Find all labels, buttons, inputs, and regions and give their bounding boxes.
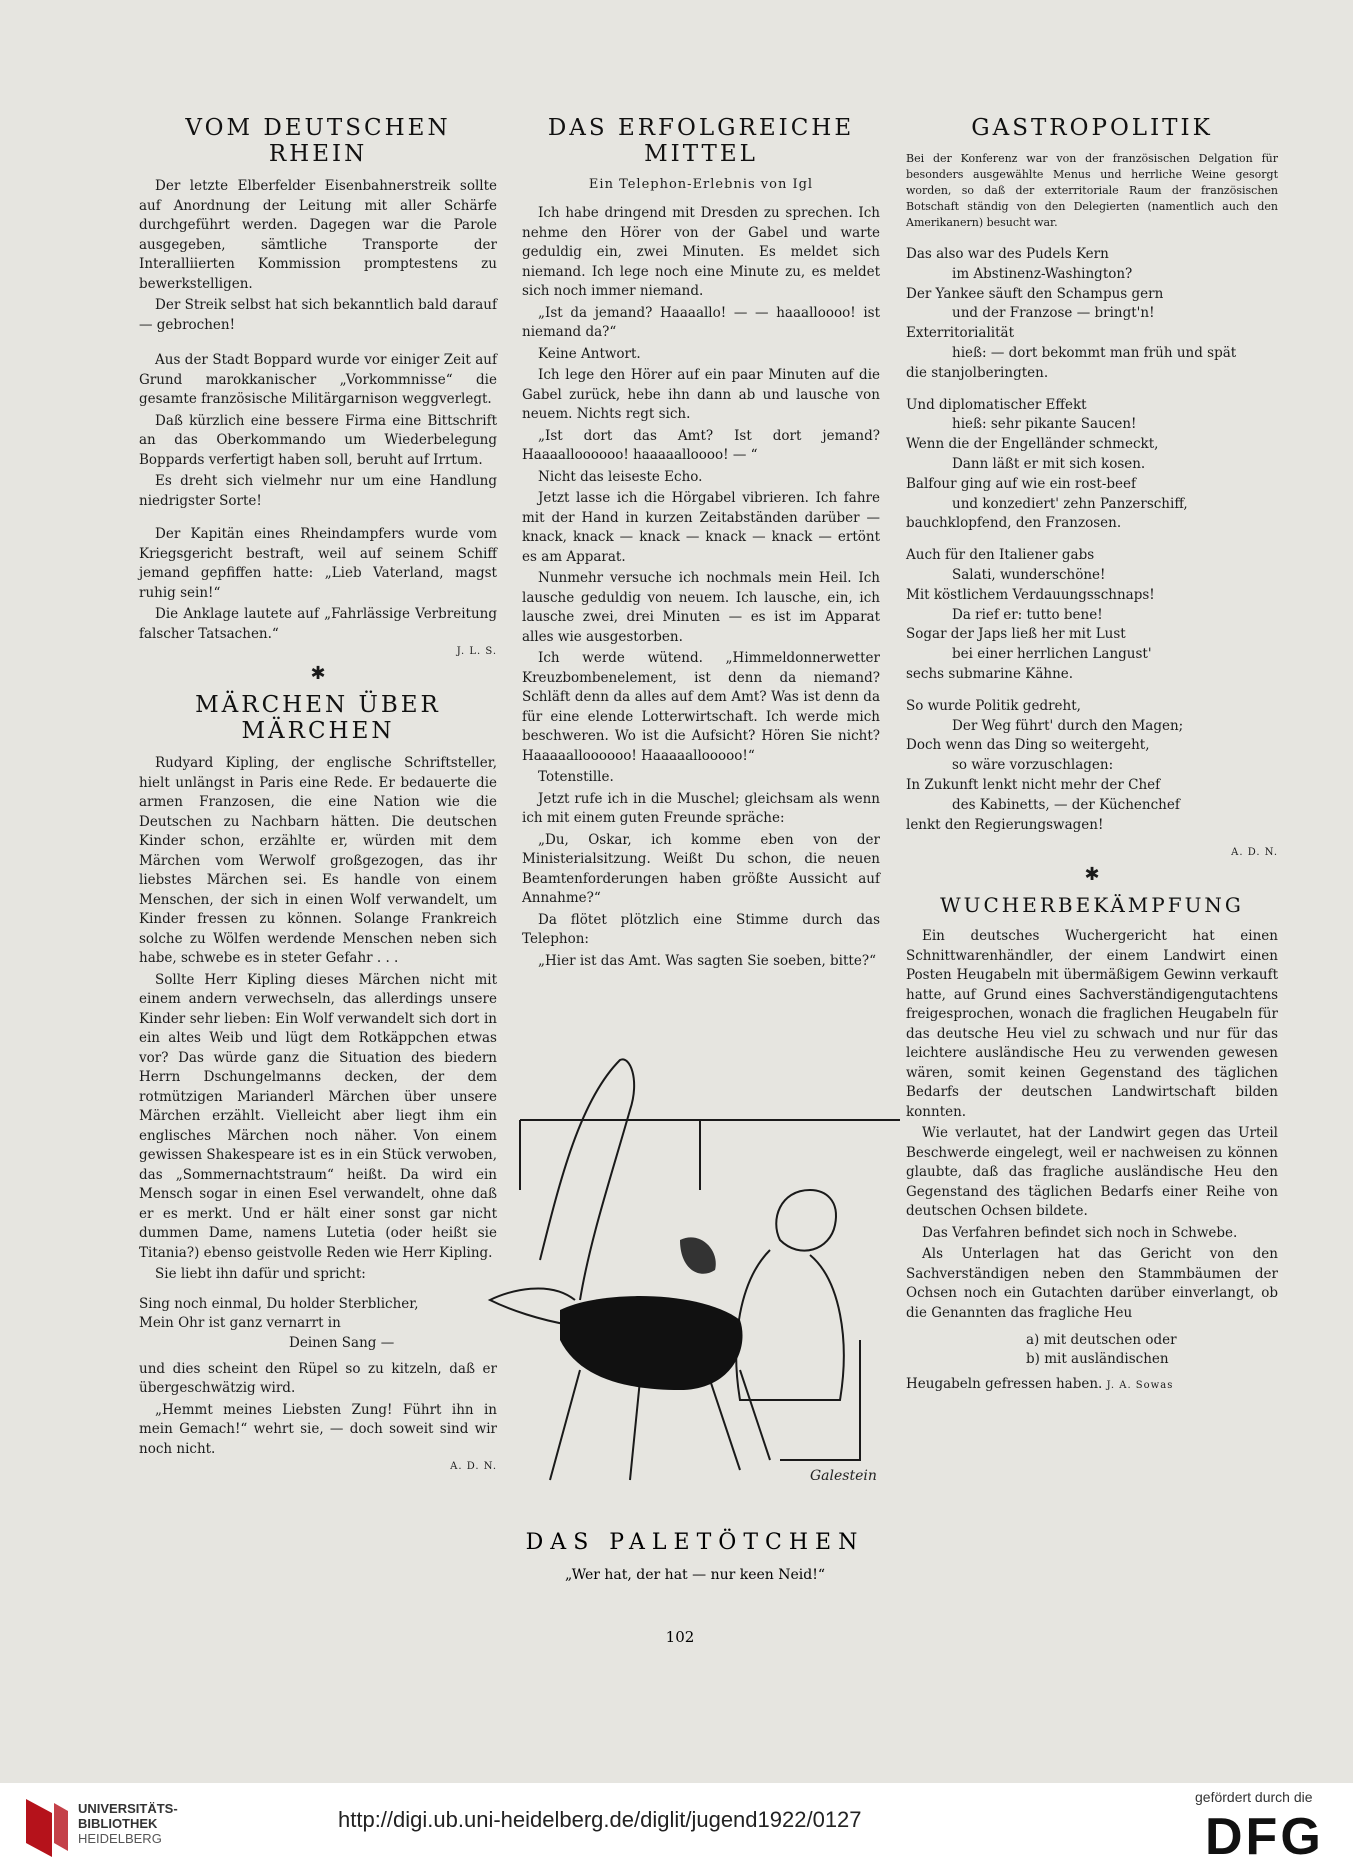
caption-quote: „Wer hat, der hat — nur keen Neid!“	[564, 1567, 826, 1583]
paragraph: Ich werde wütend. „Himmeldonnerwetter Kreuzbombenelement, ist denn da niemand? Schläft denn da alles auf dem Amt? Was ist denn da für eine elende Lotterwirtschaft. Ich werde mich beschweren. Wo ist die Aufsicht? Hören Sie nicht? Haaaaalloooooo! Haaaaallooooo!“	[522, 650, 880, 764]
paragraph: „Ist da jemand? Haaaallo! — — haaalloooo! ist niemand da?“	[522, 304, 880, 340]
verse-line: In Zukunft lenkt nicht mehr der Chef	[906, 776, 1161, 793]
verse-line: lenkt den Regierungswagen!	[906, 816, 1104, 833]
verse-line: hieß: — dort bekommt man früh und spät	[952, 344, 1237, 361]
institution-line: HEIDELBERG	[78, 1831, 162, 1846]
verse-line: Auch für den Italiener gabs	[906, 547, 1095, 564]
author-signature: A. D. N.	[450, 1461, 497, 1473]
illustration-paletotchen	[480, 1040, 910, 1500]
stanza	[906, 396, 1278, 535]
illustration-caption	[490, 1530, 900, 1583]
paragraph	[906, 1375, 1278, 1396]
page-number: 102	[665, 1628, 695, 1646]
column-right	[906, 115, 1278, 1398]
article-subtitle: Ein Telephon-Erlebnis von Igl	[588, 177, 814, 192]
verse-line: so wäre vorzuschlagen:	[952, 757, 1114, 774]
paragraph: Keine Antwort.	[538, 345, 641, 362]
paragraph: Wie verlautet, hat der Landwirt gegen das Urteil Beschwerde eingelegt, weil er nachweisen zu können glaubte, daß das fragliche ausländische Heu den Gegenstand des täglichen Bedarfs einer Reihe von deutschen Ochsen bildete.	[906, 1125, 1278, 1220]
paragraph: „Hier ist das Amt. Was sagten Sie soeben, bitte?“	[538, 952, 876, 969]
verse-line: bei einer herrlichen Langust'	[952, 646, 1152, 663]
intro-note: Bei der Konferenz war von der französischen Delgation für besonders ausgewählte Menus und herrliche Weine gesorgt worden, so daß der exterritoriale Raum der französischen Botschaft ständig von den Delegierten (namentlich auch den Amerikanern) besucht war.	[906, 152, 1278, 229]
article-title-gastropolitik: GASTROPOLITIK	[971, 115, 1213, 141]
flower-pot	[680, 1237, 716, 1273]
verse-line: Dann läßt er mit sich kosen.	[952, 455, 1146, 472]
person-head	[776, 1190, 836, 1251]
section-star-icon: ✱	[1084, 864, 1100, 886]
dog-coat	[560, 1296, 743, 1390]
paragraph: Da flötet plötzlich eine Stimme durch das Telephon:	[522, 911, 880, 947]
verse-line: Da rief er: tutto bene!	[952, 606, 1103, 623]
paragraph: Ein deutsches Wuchergericht hat einen Schnittwarenhändler, der einem Landwirt einen Posten Heugabeln mit übermäßigem Gewinn verkauft hatte, auf Grund eines Sachverständigengutachtens freigesprochen, wonach die fraglichen Heugabeln für das deutsche Heu viel zu schwach und nur für das leichtere ausländische Heu zu verwenden gewesen wären, somit keinen Gegenstand des täglichen Bedarfs der deutschen Landwirtschaft bilden konnten.	[906, 928, 1278, 1120]
article-title-maerchen: MÄRCHEN ÜBER MÄRCHEN	[195, 692, 441, 744]
paragraph: Sollte Herr Kipling dieses Märchen nicht mit einem andern verwechseln, das allerdings unsere Kinder sehr lieben: Ein Wolf verwandelt sich dort in ein altes Weib und lügt dem Rotkäppchen etwas vor? Das würde ganz die Situation des biedern Herrn Dschungelmanns decken, der dem rotmützigen Marianderl Märchen über unsere Märchen erzählt. Vielleicht aber liegt ihm ein englisches Märchen noch näher. Von einem gewissen Shakespeare ist es in ein Stück verwoben, das „Sommernachtstraum“ heißt. Da wird ein Mensch sogar in einen Esel verwandelt, ohne daß er es merkt. Und er hält einer sonst gar nicht dummen Dame, namens Lutetia (oder heißt sie Titania?) ebenso geistvolle Reden wie Herr Kipling.	[139, 971, 497, 1261]
verse-line: Sogar der Japs ließ her mit Lust	[906, 626, 1126, 643]
verse-line: Sing noch einmal, Du holder Sterblicher,	[139, 1295, 419, 1312]
paragraph: Der Streik selbst hat sich bekanntlich bald darauf — gebrochen!	[139, 297, 497, 333]
verse-line: Exterritorialität	[906, 325, 1015, 342]
verse-line: des Kabinetts, — der Küchenchef	[952, 796, 1180, 813]
paragraph: Nicht das leiseste Echo.	[538, 468, 703, 485]
paragraph: Es dreht sich vielmehr nur um eine Handlung niedrigster Sorte!	[139, 473, 497, 509]
paragraph: Ich habe dringend mit Dresden zu sprechen. Ich nehme den Hörer von der Gabel und warte geduldig ein, zwei Minuten. Es meldet sich niemand. Ich lege noch eine Minute zu, es meldet sich noch immer niemand.	[522, 205, 880, 299]
university-library-logo-icon	[22, 1793, 70, 1863]
caption-title: DAS PALETÖTCHEN	[525, 1530, 865, 1555]
verse-line: Das also war des Pudels Kern	[906, 246, 1109, 262]
verse-line: Wenn die der Engelländer schmeckt,	[906, 436, 1159, 453]
verse-line: sechs submarine Kähne.	[906, 665, 1074, 682]
verse-line: und der Franzose — bringt'n!	[952, 305, 1155, 322]
verse-line: Der Weg führt' durch den Magen;	[952, 717, 1184, 734]
permalink-url[interactable]: http://digi.ub.uni-heidelberg.de/diglit/jugend1922/0127	[338, 1807, 862, 1832]
funded-by-label: gefördert durch die	[1195, 1789, 1313, 1805]
paragraph: Aus der Stadt Boppard wurde vor einiger Zeit auf Grund marokkanischer „Vorkommnisse“ die gesamte französische Militärgarnison weggverlegt.	[139, 352, 497, 407]
verse-line: Mit köstlichem Verdauungsschnaps!	[906, 586, 1155, 603]
verse-line: im Abstinenz-Washington?	[952, 265, 1133, 282]
column-left	[139, 115, 497, 1472]
author-signature: J. L. S.	[456, 646, 497, 657]
section-star-icon: ✱	[310, 663, 326, 684]
verse-line: die stanjolberingten.	[906, 364, 1049, 381]
paragraph: Rudyard Kipling, der englische Schriftsteller, hielt unlängst in Paris eine Rede. Er bedauerte die armen Franzosen, die eine Nation wie die Deutschen zu Nachbarn hätten. Die deutschen Kinder schon, erzählte er, würden mit dem Märchen vom Werwolf großgezogen, das ihr liebstes Märchen sei. Es handle von einem Menschen, der sich in einen Wolf verwandelt, um Kinder fressen zu können. Solange Frankreich solche zu Wölfen werdende Menschen neben sich habe, schwebe es in steter Gefahr . . .	[139, 755, 497, 966]
article-body	[522, 204, 880, 971]
verse-line: Deinen Sang —	[289, 1335, 395, 1352]
paragraph: Jetzt lasse ich die Hörgabel vibrieren. Ich fahre mit der Hand in kurzen Zeitabständen darüber — knack, knack — knack — knack — knack — ertönt es am Apparat.	[522, 490, 880, 565]
ostrich-neck	[540, 1059, 634, 1300]
paragraph: Sie liebt ihn dafür und spricht:	[155, 1266, 366, 1282]
paragraph: Die Anklage lautete auf „Fahrlässige Verbreitung falscher Tatsachen.“	[139, 606, 497, 642]
verse-line: Balfour ging auf wie ein rost-beef	[906, 475, 1137, 492]
paragraph: „Du, Oskar, ich komme eben von der Ministerialsitzung. Weißt Du schon, die neuen Beamtenforderungen haben größte Aussicht auf Annahme?“	[522, 831, 880, 906]
article-title-wucher: WUCHERBEKÄMPFUNG	[940, 893, 1244, 918]
institution-line: BIBLIOTHEK	[78, 1816, 158, 1831]
institution-line: UNIVERSITÄTS-	[78, 1801, 178, 1816]
verse-line: So wurde Politik gedreht,	[906, 697, 1081, 714]
stanza	[906, 245, 1278, 384]
verse-line: Und diplomatischer Effekt	[906, 396, 1087, 413]
verse-line: Salati, wunderschöne!	[952, 566, 1106, 583]
list-item: b) mit ausländischen	[1026, 1351, 1169, 1368]
stanza	[906, 546, 1278, 685]
paragraph: Jetzt rufe ich in die Muschel; gleichsam als wenn ich mit einem guten Freunde spräche:	[522, 790, 880, 826]
paragraph: Als Unterlagen hat das Gericht von den Sachverständigen neben den Stammbäumen der Ochsen noch ein Gutachten darüber einverlangt, ob die Genannten das fragliche Heu	[906, 1246, 1278, 1321]
verse-line: Mein Ohr ist ganz vernarrt in	[139, 1315, 341, 1332]
paragraph: „Ist dort das Amt? Ist dort jemand? Haaaalloooooo! haaaaalloooo! — “	[522, 427, 880, 463]
footer-bar	[0, 1783, 1353, 1873]
verse-line: bauchklopfend, den Franzosen.	[906, 515, 1122, 532]
verse-line: hieß: sehr pikante Saucen!	[952, 416, 1137, 433]
paragraph: Der letzte Elberfelder Eisenbahnerstreik sollte auf Anordnung der Leitung mit aller Schärfe durchgeführt werden. Dagegen war die Parole ausgegeben, sämtliche Transporte der Interalliierten Kommission promptestens zu bewerkstelligen.	[139, 178, 497, 292]
person-body	[736, 1250, 844, 1400]
paragraph: und dies scheint den Rüpel so zu kitzeln, daß er übergeschwätzig wird.	[139, 1360, 497, 1397]
verse-line: Doch wenn das Ding so weitergeht,	[906, 737, 1150, 754]
author-signature: J. A. Sowas	[1106, 1380, 1174, 1392]
paragraph: Das Verfahren befindet sich noch in Schwebe.	[922, 1224, 1238, 1241]
paragraph: Der Kapitän eines Rheindampfers wurde vom Kriegsgericht bestraft, weil auf seinem Schiff jemand gepfiffen hatte: „Lieb Vaterland, magst ruhig sein!“	[139, 526, 497, 601]
author-signature: A. D. N.	[1231, 847, 1278, 859]
paragraph: „Hemmt meines Liebsten Zung! Führt ihn in mein Gemach!“ wehrt sie, — doch soweit sind wir noch nicht.	[139, 1401, 497, 1457]
paragraph: Daß kürzlich eine bessere Firma eine Bittschrift an das Oberkommando um Wiederbelegung Boppards verfertigt haben soll, beruht auf Irrtum.	[139, 412, 497, 468]
stanza	[906, 697, 1278, 836]
paragraph: Nunmehr versuche ich nochmals mein Heil. Ich lausche geduldig von neuem. Ich lausche, ein, ich lausche zwei, drei Minuten — es ist im Apparat alles wie ausgestorben.	[522, 570, 880, 645]
verse-line: Der Yankee säuft den Schampus gern	[906, 285, 1164, 302]
list-item: a) mit deutschen oder	[1026, 1332, 1177, 1349]
column-middle	[522, 115, 880, 973]
institution-name	[78, 1801, 178, 1846]
paragraph: Ich lege den Hörer auf ein paar Minuten auf die Gabel zurück, hebe ihn dann ab und lausche von neuem. Nichts regt sich.	[522, 367, 880, 422]
paragraph: Totenstille.	[538, 769, 614, 785]
closing-text: Heugabeln gefressen haben.	[906, 1376, 1103, 1393]
verse-line: und konzediert' zehn Panzerschiff,	[952, 495, 1188, 512]
artist-signature: Galestein	[810, 1468, 877, 1484]
dfg-logo: DFG	[1205, 1808, 1324, 1866]
article-title-rhein: VOM DEUTSCHEN RHEIN	[185, 115, 451, 167]
poem	[906, 245, 1278, 835]
article-title-mittel: DAS ERFOLGREICHE MITTEL	[547, 115, 855, 167]
